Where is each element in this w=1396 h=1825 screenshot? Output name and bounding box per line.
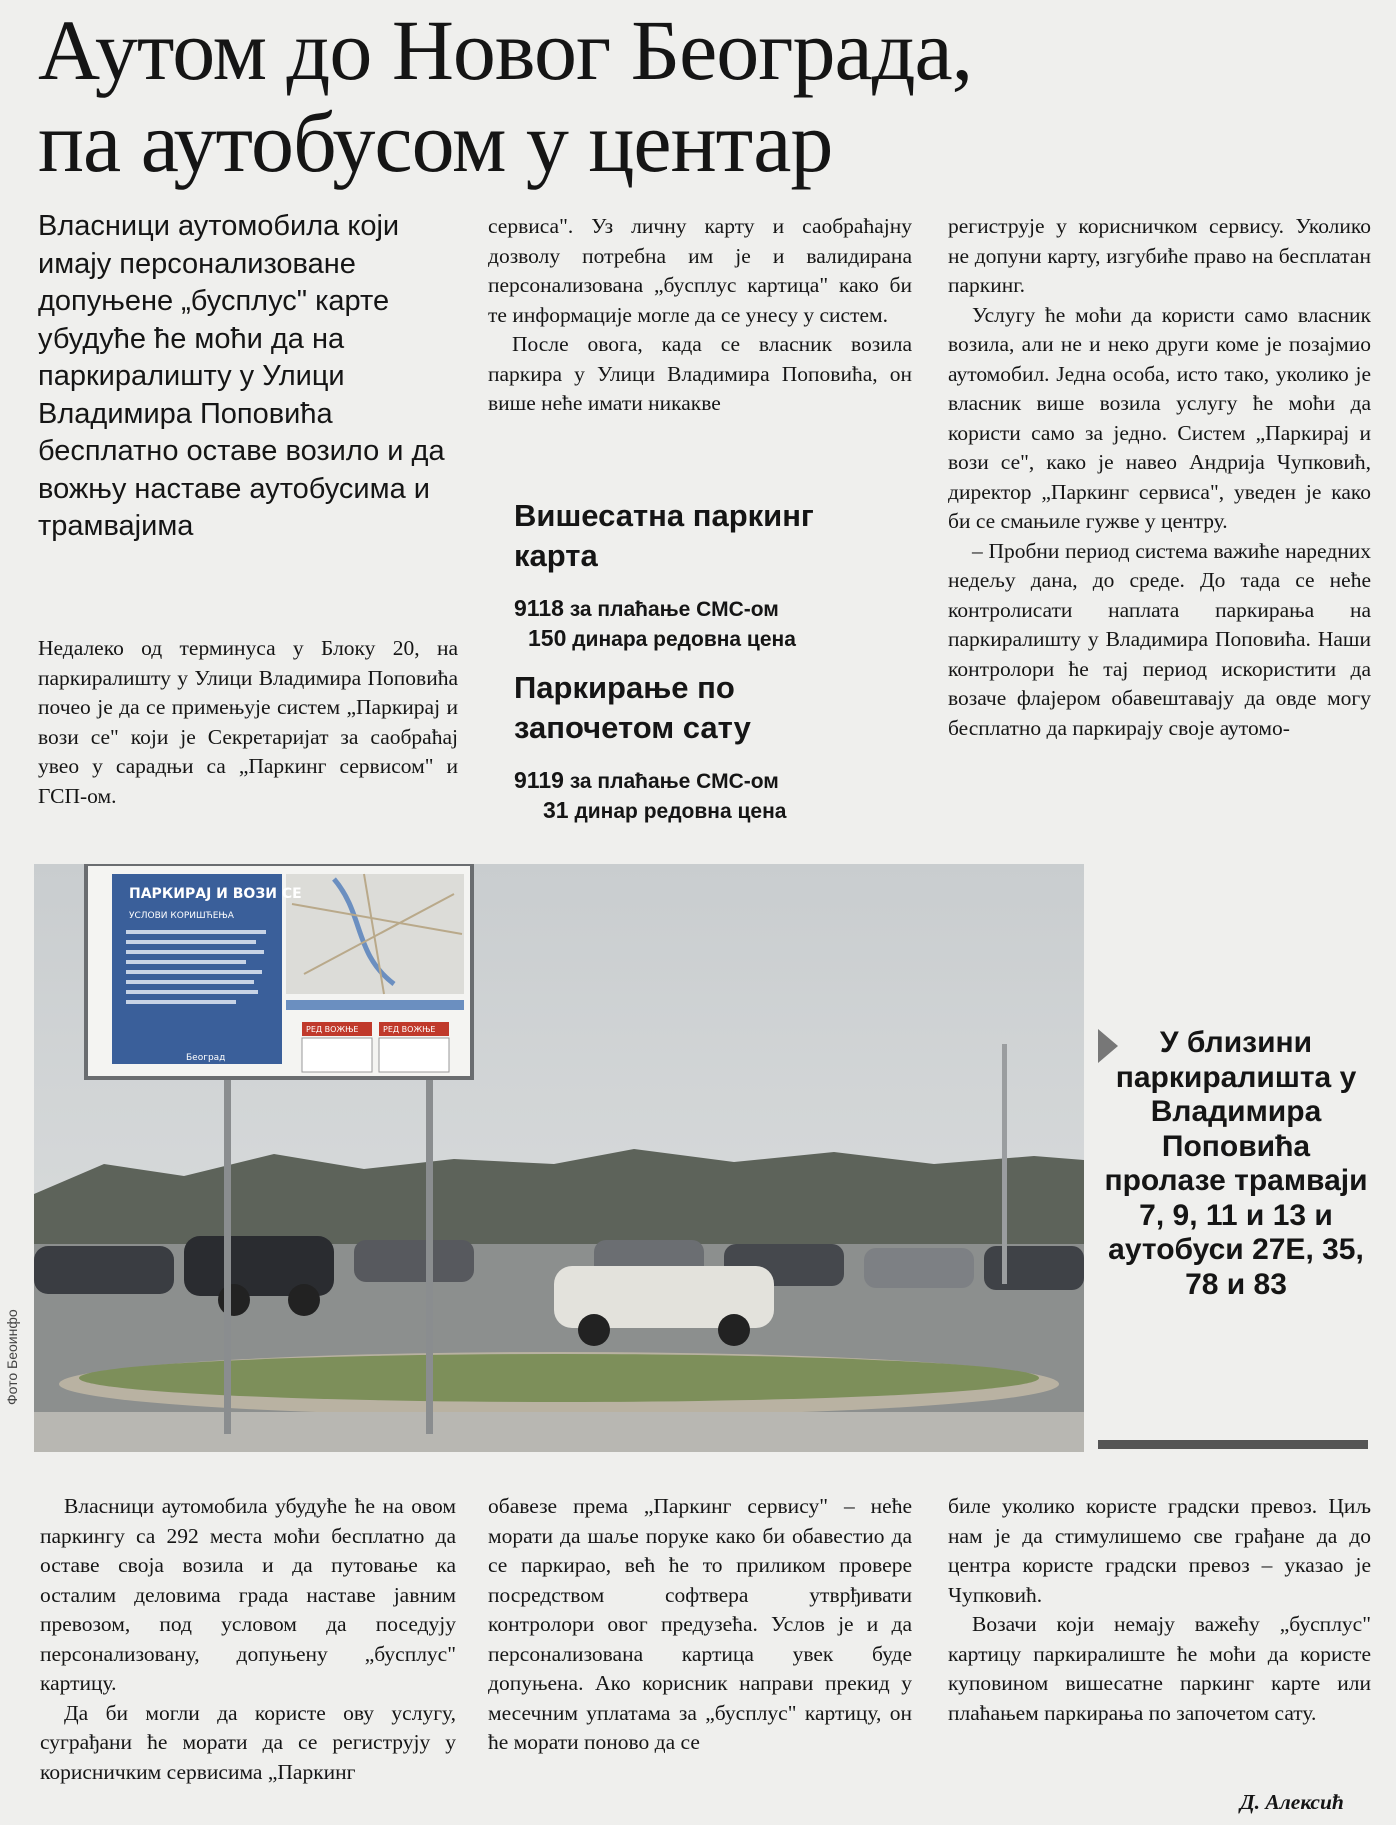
transit-sidebar-text: У близини паркиралишта у Владимира Поповића пролазе трамваји 7, 9, 11 и 13 и аутобуси 27Е, 35, 78 и 83 bbox=[1104, 1026, 1368, 1301]
paragraph: региструје у корисничком сервису. Уколико не допуни карту, изгубиће право на бесплатан паркинг. bbox=[948, 214, 1371, 297]
lamp-post bbox=[1002, 1044, 1007, 1284]
paragraph: обавезе према „Паркинг сервису" – неће морати да шаље поруке како би обавестио да се паркирао, већ ће то приликом провере посредством софтвера утврђивати контролори овог предузећа. Услов је и да персонализована картица увек буде допуњена. Ако корисник направи прекид у месечним уплатама за „бусплус" картицу, он ће морати поново да се bbox=[488, 1494, 912, 1754]
headline-line-1: Аутом до Новог Београда, bbox=[38, 2, 973, 98]
body-column-right-top bbox=[948, 212, 1371, 743]
article-headline bbox=[38, 4, 1108, 188]
multi-sms-number: 9118 bbox=[514, 595, 564, 621]
triangle-arrow-icon bbox=[1098, 1029, 1118, 1063]
paragraph: биле уколико користе градски превоз. Циљ нам је да стимулишемо све грађане да до центра користе градски превоз – указао је Чупковић. bbox=[948, 1494, 1371, 1607]
paragraph: Власници аутомобила убудуће ће на овом паркингу са 292 места моћи бесплатно да оставе своја возила и да путовање ка осталим деловима града наставе јавним превозом, под условом да поседују персонализовану, допуњену „бусплус" картицу. bbox=[40, 1494, 456, 1695]
billboard-subtitle: УСЛОВИ КОРИШЋЕЊА bbox=[129, 911, 234, 921]
transit-sidebar bbox=[1100, 1026, 1372, 1302]
hourly-sms-text: за плаћање СМС-ом bbox=[569, 770, 779, 793]
sign-post-left bbox=[224, 1074, 231, 1434]
paragraph: сервиса". Уз личну карту и саобраћајну дозволу потребна им је и валидирана персонализована „бусплус картица" како би те информације могле да се унесу у систем. bbox=[488, 214, 912, 327]
hourly-sms-number: 9119 bbox=[514, 767, 564, 793]
paragraph: – Пробни период система важиће наредних недељу дана, до среде. До тада се неће контролисати наплата паркирања на паркиралишту у Владимира Поповића. Наши контролори ће тај период искористити да возаче флајером обавештавају да овде могу бесплатно да паркирају своје аутомо- bbox=[948, 538, 1371, 740]
photo-illustration bbox=[34, 864, 1084, 1452]
billboard-timetable-label-1: РЕД ВОЖЊЕ bbox=[306, 1025, 359, 1034]
paragraph: После овога, када се власник возила паркира у Улици Владимира Поповића, он више неће имати никакве bbox=[488, 332, 912, 415]
multi-price-number: 150 bbox=[528, 625, 567, 651]
paragraph: Недалеко од терминуса у Блоку 20, на паркиралишту у Улици Владимира Поповића почео је да се примењује систем „Паркирај и вози се" који је Секретаријат за саобраћај увео у сарадњи са „Паркинг сервисом" и ГСП-ом. bbox=[38, 636, 458, 808]
hourly-price-number: 31 bbox=[543, 797, 569, 823]
hourly-price-row bbox=[514, 796, 894, 826]
sign-post-right bbox=[426, 1074, 433, 1434]
parking-price-box bbox=[514, 496, 894, 826]
parking-lot-photo bbox=[34, 864, 1084, 1452]
grass-island bbox=[79, 1354, 1039, 1402]
body-column-left-top bbox=[38, 634, 458, 811]
author-signature: Д. Алексић bbox=[1240, 1790, 1344, 1814]
headline-line-2: па аутобусом у центар bbox=[38, 94, 833, 190]
paragraph: Да би могли да користе ову услугу, суграђани ће морати да се региструју у корисничким сервисима „Паркинг bbox=[40, 1700, 456, 1784]
multi-sms-row bbox=[514, 594, 894, 624]
billboard-title: ПАРКИРАЈ И ВОЗИ СЕ bbox=[129, 886, 302, 902]
body-column-middle-top bbox=[488, 212, 912, 419]
photo-credit: Фото Беоинфо bbox=[4, 1309, 20, 1405]
hourly-title: Паркирање по започетом сату bbox=[514, 670, 751, 745]
body-column-bottom-1 bbox=[40, 1492, 456, 1787]
body-column-bottom-2 bbox=[488, 1492, 912, 1758]
billboard-timetable-label-2: РЕД ВОЖЊЕ bbox=[383, 1025, 436, 1034]
lead-paragraph: Власници аутомобила који имају персонализоване допуњене „бусплус" карте убудуће ће моћи да на паркиралишту у Улици Владимира Поповића бесплатно оставе возило и да вожњу наставе аутобусима и трамвајима bbox=[38, 210, 445, 542]
hourly-sms-row bbox=[514, 766, 894, 796]
paragraph: Услугу ће моћи да користи само власник возила, али не и неко други коме је позајмио аутомобил. Једна особа, исто тако, уколико је власник више возила услугу ће моћи да користи само за једно. Систем „Паркирај и вози се", како је навео Андрија Чупковић, директор „Паркинг сервиса", уведен је како би се смањиле гужве у центру. bbox=[948, 302, 1371, 533]
billboard-logo: Београд bbox=[186, 1053, 226, 1063]
sidebar-rule bbox=[1098, 1440, 1368, 1449]
multi-hour-title: Вишесатна паркинг карта bbox=[514, 498, 814, 573]
park-and-ride-billboard bbox=[86, 864, 472, 1078]
hourly-price-text: динар редовна цена bbox=[574, 800, 787, 823]
body-column-bottom-3 bbox=[948, 1492, 1371, 1728]
multi-sms-text: за плаћање СМС-ом bbox=[569, 598, 779, 621]
multi-price-row bbox=[514, 624, 894, 654]
paragraph: Возачи који немају важећу „бусплус" картицу паркиралиште ће моћи да користе куповином вишесатне паркинг карте или плаћањем паркирања по започетом сату. bbox=[948, 1612, 1371, 1725]
multi-price-text: динара редовна цена bbox=[572, 628, 796, 651]
sidewalk bbox=[34, 1412, 1084, 1452]
